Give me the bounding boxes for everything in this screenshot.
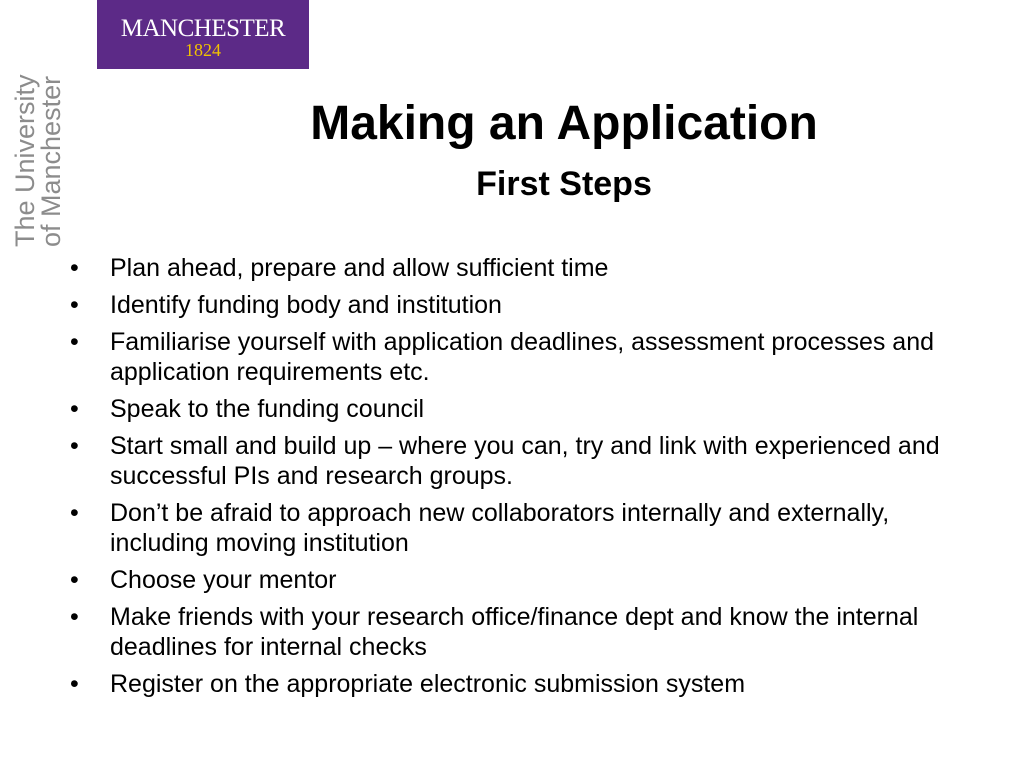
bullet-list [70, 253, 970, 706]
bullet-item: • Plan ahead, prepare and allow sufficient time [70, 253, 970, 283]
slide-title: Making an Application [310, 97, 818, 150]
bullet-item: • Choose your mentor [70, 565, 970, 595]
bullet-item: • Speak to the funding council [70, 394, 970, 424]
logo-year: 1824 [185, 40, 221, 60]
university-name-line-1: The University [10, 74, 40, 247]
bullet-item: • Identify funding body and institution [70, 290, 970, 320]
bullet-item: • Don’t be afraid to approach new collaborators internally and externally, including moving institution [70, 498, 970, 558]
university-name-line-2: of Manchester [36, 75, 66, 247]
university-name-vertical [12, 67, 64, 247]
slide-subtitle: First Steps [476, 165, 652, 203]
bullet-item: • Register on the appropriate electronic submission system [70, 669, 970, 699]
bullet-item: • Familiarise yourself with application deadlines, assessment processes and application requirements etc. [70, 327, 970, 387]
bullet-item: • Make friends with your research office/finance dept and know the internal deadlines for internal checks [70, 602, 970, 662]
logo-wordmark: MANCHESTER [120, 15, 286, 42]
bullet-item: • Start small and build up – where you can, try and link with experienced and successful PIs and research groups. [70, 431, 970, 491]
university-logo [97, 0, 309, 69]
